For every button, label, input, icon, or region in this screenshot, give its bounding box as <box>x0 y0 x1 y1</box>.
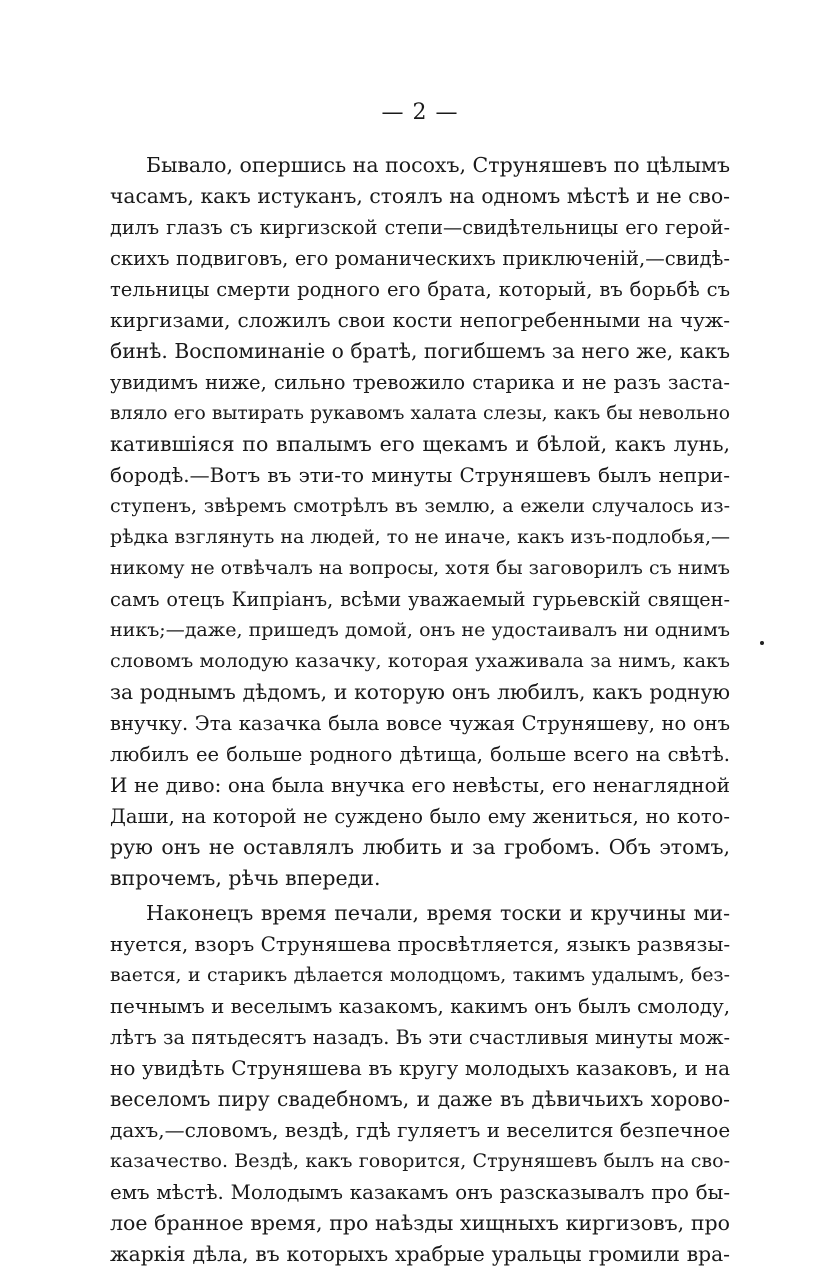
text-line: никъ;—даже, пришедъ домой, онъ не удостаивалъ ни однимъ <box>110 619 730 641</box>
text-line: дилъ глазъ съ киргизской степи—свидѣтельницы его герой- <box>110 216 730 239</box>
text-line: емъ мѣстѣ. Молодымъ казакамъ онъ разсказывалъ про бы- <box>110 1181 730 1204</box>
text-line: внучку. Эта казачка была вовсе чужая Струняшеву, но онъ <box>110 712 730 735</box>
text-line: впрочемъ, рѣчь впереди. <box>110 866 381 890</box>
text-line: ступенъ, звѣремъ смотрѣлъ въ землю, а ежели случалось из- <box>110 495 730 517</box>
text-line: жаркія дѣла, въ которыхъ храбрые уральцы громили вра- <box>110 1242 730 1266</box>
text-line: нуется, взоръ Струняшева просвѣтляется, языкъ развязы- <box>110 932 731 956</box>
text-line: казачество. Вездѣ, какъ говорится, Струняшевъ былъ на сво- <box>110 1150 730 1172</box>
text-line: бинѣ. Воспоминаніе о братѣ, погибшемъ за него же, какъ <box>110 339 730 363</box>
text-line: словомъ молодую казачку, которая ухаживала за нимъ, какъ <box>110 650 730 672</box>
text-line: катившіяся по впалымъ его щекамъ и бѣлой, какъ лунь, <box>110 432 730 456</box>
text-line: тельницы смерти родного его брата, который, въ борьбѣ съ <box>110 278 730 301</box>
page-number: — 2 — <box>381 100 459 125</box>
text-line: дахъ,—словомъ, вездѣ, гдѣ гуляетъ и веселится безпечное <box>110 1118 731 1142</box>
text-line: Даши, на которой не суждено было ему жениться, но кото- <box>110 805 730 828</box>
text-line: бородѣ.—Вотъ въ эти-то минуты Струняшевъ былъ непри- <box>110 463 730 487</box>
text-line: вается, и старикъ дѣлается молодцомъ, такимъ удалымъ, без- <box>110 965 730 986</box>
scan-speck <box>760 641 764 645</box>
text-line: лое бранное время, про наѣзды хищныхъ киргизовъ, про <box>110 1211 730 1235</box>
text-line: за роднымъ дѣдомъ, и которую онъ любилъ, какъ родную <box>110 680 730 704</box>
text-line: лѣтъ за пятьдесятъ назадъ. Въ эти счастливыя минуты мож- <box>110 1026 730 1049</box>
text-line: вляло его вытирать рукавомъ халата слезы, какъ бы невольно <box>110 403 730 424</box>
text-line: часамъ, какъ истуканъ, стоялъ на одномъ мѣстѣ и не сво- <box>110 184 730 208</box>
text-line: веселомъ пиру свадебномъ, и даже въ дѣвичьихъ хорово- <box>110 1087 730 1111</box>
text-line: любилъ ее больше родного дѣтища, больше всего на свѣтѣ. <box>110 743 730 766</box>
text-line: киргизами, сложилъ свои кости непогребенными на чуж- <box>110 308 730 332</box>
text-line: но увидѣть Струняшева въ кругу молодыхъ казаковъ, и на <box>110 1056 730 1080</box>
text-line: рѣдка взглянуть на людей, то не иначе, какъ изъ-подлобья,— <box>110 526 731 548</box>
text-line: скихъ подвиговъ, его романическихъ приключеній,—свидѣ- <box>110 247 730 270</box>
text-line: самъ отецъ Кипріанъ, всѣми уважаемый гурьевскій священ- <box>110 588 730 611</box>
paragraph-1 <box>110 150 730 894</box>
text-line: рую онъ не оставлялъ любить и за гробомъ. Объ этомъ, <box>110 835 730 859</box>
text-line: никому не отвѣчалъ на вопросы, хотя бы заговорилъ съ нимъ <box>110 557 730 579</box>
text-line: И не диво: она была внучка его невѣсты, его ненаглядной <box>110 773 730 797</box>
text-line: увидимъ ниже, сильно тревожило старика и не разъ заста- <box>110 371 730 394</box>
text-line: печнымъ и веселымъ казакомъ, какимъ онъ былъ смолоду, <box>110 995 730 1018</box>
body-text <box>110 150 730 1270</box>
text-line: Бывало, опершись на посохъ, Струняшевъ по цѣлымъ <box>146 153 731 177</box>
text-line: Наконецъ время печали, время тоски и кручины ми- <box>146 901 730 925</box>
paragraph-2 <box>110 898 730 1270</box>
